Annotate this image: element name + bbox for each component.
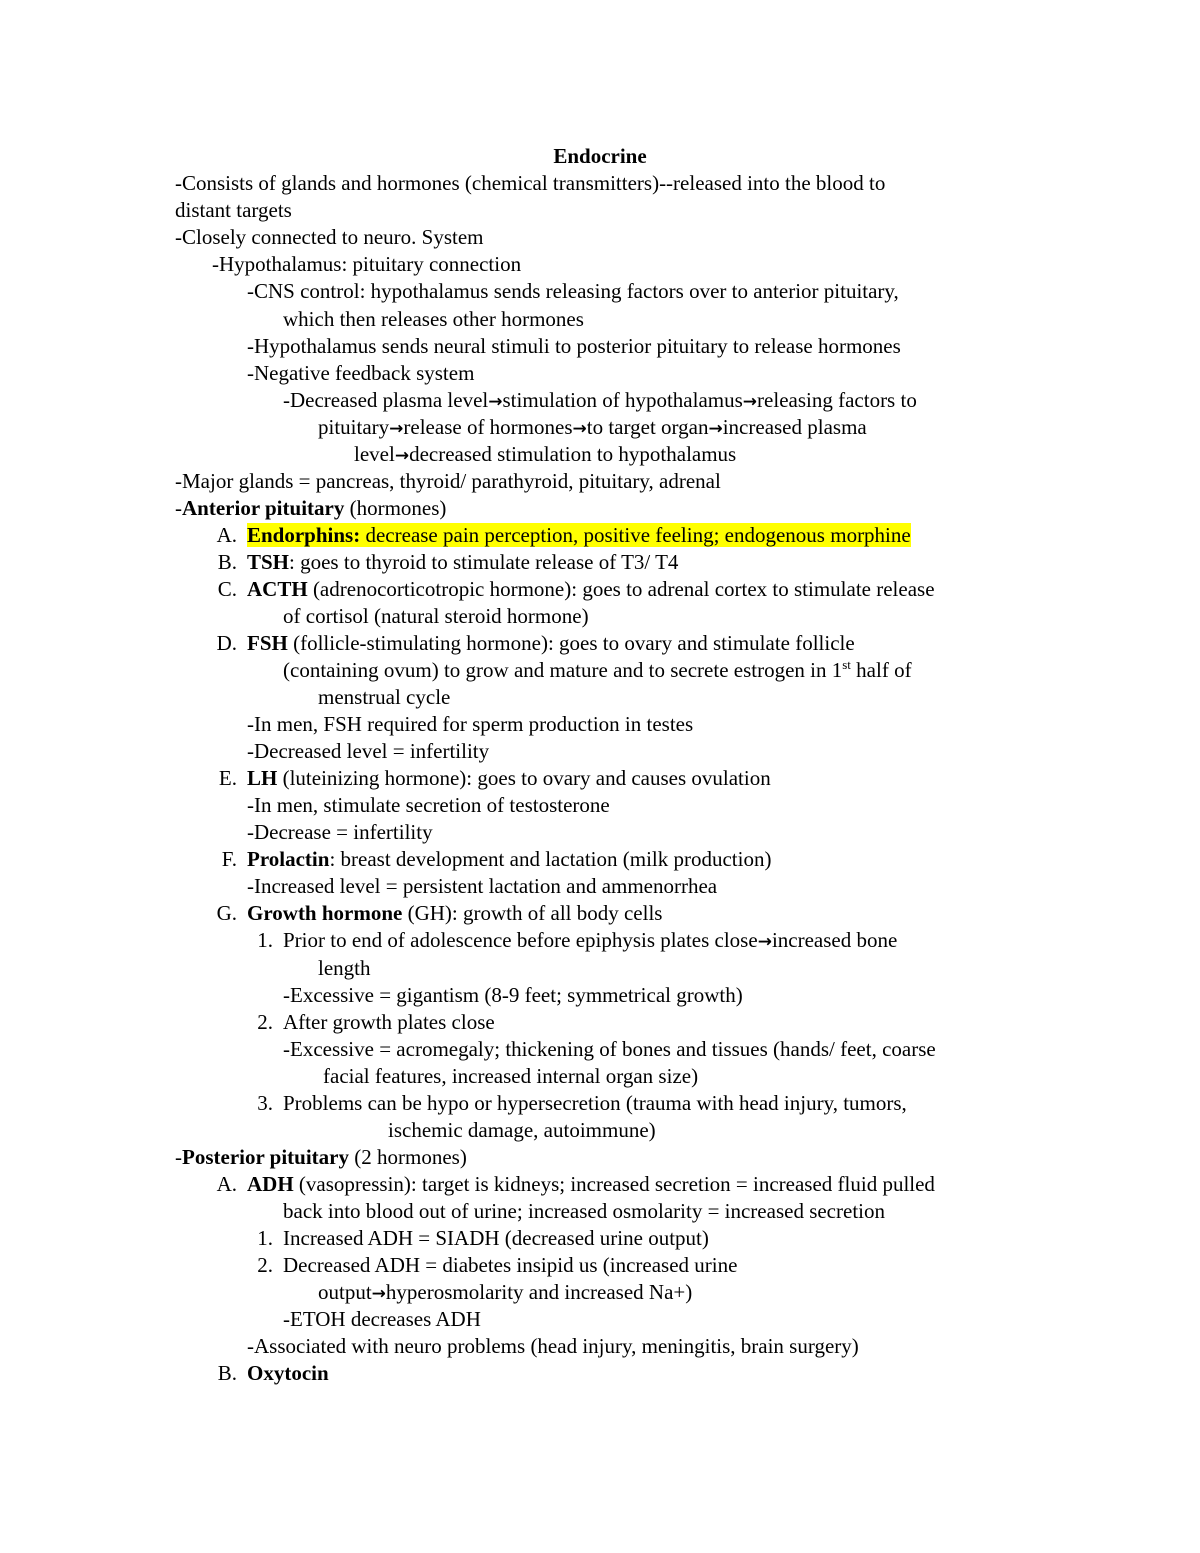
text-line: -Negative feedback system [247,361,475,385]
right-arrow-icon: → [488,392,503,412]
list-marker: A. [216,523,237,547]
text-line: -Associated with neuro problems (head injury, meningitis, brain surgery) [247,1334,859,1358]
text-line: facial features, increased internal organ size) [323,1064,699,1088]
right-arrow-icon: → [757,932,772,952]
list-item: 1. Prior to end of adolescence before epiphysis plates close→increased bone [257,928,898,952]
text-line: -Excessive = gigantism (8-9 feet; symmetrical growth) [283,983,743,1007]
list-item: 2. Decreased ADH = diabetes insipid us (increased urine [257,1253,738,1277]
text-line: -Decreased plasma level→stimulation of hypothalamus→releasing factors to [283,388,917,412]
list-marker: 3. [257,1091,273,1115]
highlighted-text: Endorphins: decrease pain perception, positive feeling; endogenous morphine [247,523,911,547]
text-line: -Closely connected to neuro. System [175,225,484,249]
text-line: -ETOH decreases ADH [283,1307,481,1331]
list-item: G. Growth hormone (GH): growth of all body cells [216,901,663,925]
list-marker: G. [216,901,237,925]
text-line: of cortisol (natural steroid hormone) [283,604,589,628]
text-line: menstrual cycle [318,685,451,709]
text-line: back into blood out of urine; increased osmolarity = increased secretion [283,1199,885,1223]
list-marker: B. [217,550,237,574]
list-marker: C. [217,577,237,601]
text-line: -Hypothalamus: pituitary connection [212,252,522,276]
text-line: length [318,956,371,980]
right-arrow-icon: → [371,1284,386,1304]
right-arrow-icon: → [708,419,723,439]
list-marker: 1. [257,1226,273,1250]
list-marker: F. [221,847,237,871]
list-marker: A. [216,1172,237,1196]
list-item: E. LH (luteinizing hormone): goes to ovary and causes ovulation [218,766,771,790]
list-marker: 2. [257,1010,273,1034]
list-item: A. ADH (vasopressin): target is kidneys; increased secretion = increased fluid pulled [216,1172,935,1196]
document-title: Endocrine [553,144,647,168]
right-arrow-icon: → [572,419,587,439]
right-arrow-icon: → [394,446,410,466]
text-line: -Decreased level = infertility [247,739,490,763]
list-item: 2. After growth plates close [257,1010,495,1034]
right-arrow-icon: → [389,419,404,439]
list-item [216,522,911,549]
list-marker: B. [217,1361,237,1385]
text-line: -Consists of glands and hormones (chemical transmitters)--released into the blood to [175,171,886,195]
text-line: -Increased level = persistent lactation and ammenorrhea [247,874,718,898]
list-marker: 2. [257,1253,273,1277]
list-item: B. Oxytocin [217,1361,329,1385]
section-heading: -Posterior pituitary (2 hormones) [175,1145,467,1169]
list-item: 1. Increased ADH = SIADH (decreased urine output) [257,1226,709,1250]
text-line: (containing ovum) to grow and mature and to secrete estrogen in 1st half of [283,657,912,682]
text-line: level→decreased stimulation to hypothalamus [354,442,737,466]
list-marker: D. [216,631,237,655]
text-line: output→hyperosmolarity and increased Na+) [318,1280,693,1304]
list-marker: E. [218,766,237,790]
text-line: pituitary→release of hormones→to target organ→increased plasma [318,415,867,439]
list-item: 3. Problems can be hypo or hypersecretion (trauma with head injury, tumors, [257,1091,907,1115]
text-line: which then releases other hormones [283,307,584,331]
text-line: distant targets [175,198,292,222]
list-item: B. TSH: goes to thyroid to stimulate release of T3/ T4 [217,550,679,574]
text-line: -Hypothalamus sends neural stimuli to posterior pituitary to release hormones [247,334,901,358]
text-line: -In men, FSH required for sperm production in testes [247,712,694,736]
text-line: -Major glands = pancreas, thyroid/ parathyroid, pituitary, adrenal [175,469,721,493]
list-marker: 1. [257,928,273,952]
list-item: D. FSH (follicle-stimulating hormone): goes to ovary and stimulate follicle [216,631,855,655]
section-heading: -Anterior pituitary (hormones) [175,496,447,520]
text-line: -Excessive = acromegaly; thickening of bones and tissues (hands/ feet, coarse [283,1037,936,1061]
right-arrow-icon: → [742,392,758,412]
text-line: -Decrease = infertility [247,820,433,844]
text-line: ischemic damage, autoimmune) [388,1118,656,1142]
list-item: C. ACTH (adrenocorticotropic hormone): goes to adrenal cortex to stimulate release [217,577,935,601]
text-line: -CNS control: hypothalamus sends releasing factors over to anterior pituitary, [247,279,899,303]
list-item: F. Prolactin: breast development and lactation (milk production) [221,847,772,871]
text-line: -In men, stimulate secretion of testosterone [247,793,610,817]
